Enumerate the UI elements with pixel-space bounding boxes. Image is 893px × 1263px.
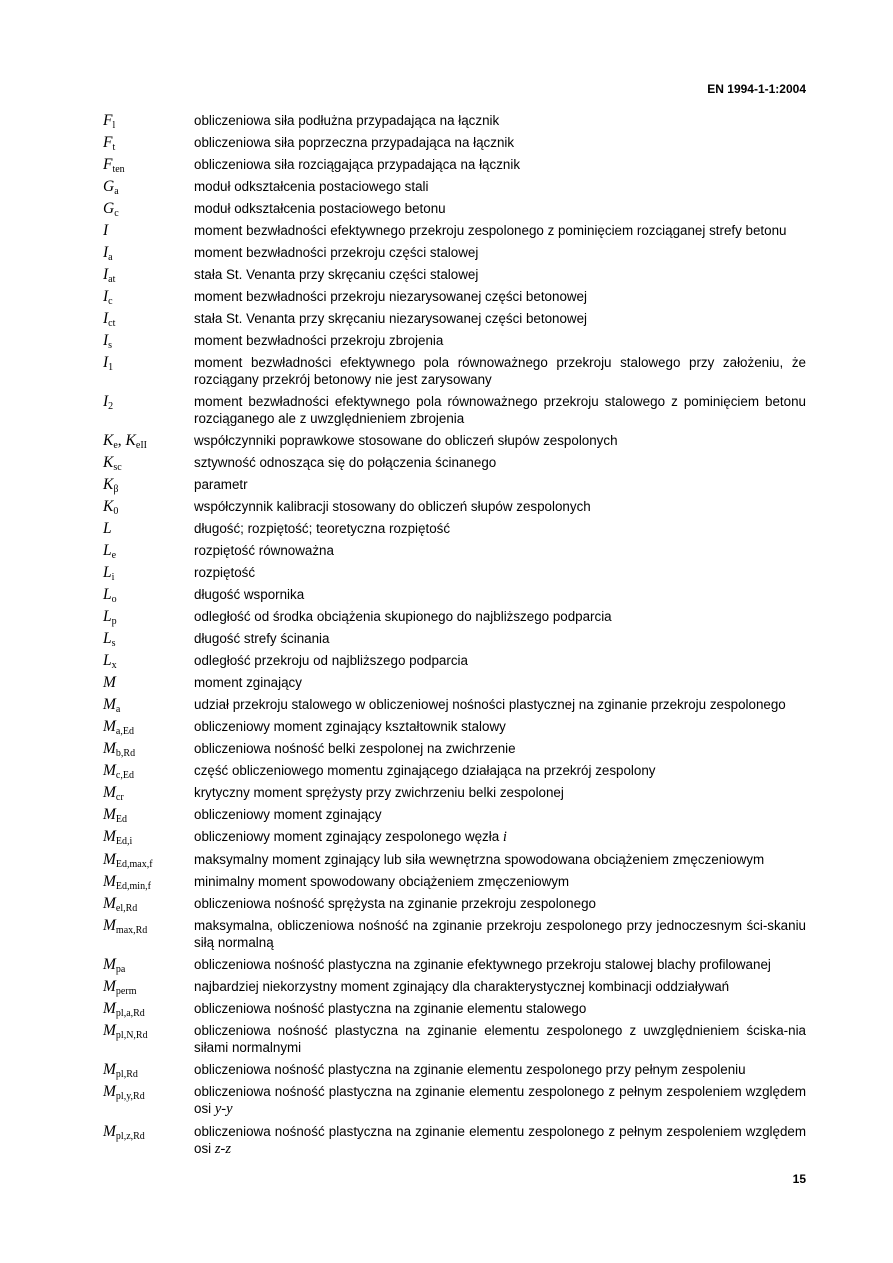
- symbol: [103, 200, 194, 217]
- symbol-subscript: p: [111, 616, 117, 627]
- symbol: [103, 310, 194, 327]
- symbol-row: [103, 1000, 806, 1017]
- symbol-description: [194, 1123, 806, 1158]
- symbol-subscript: perm: [115, 986, 137, 997]
- symbol-subscript: eII: [135, 440, 147, 451]
- symbol-row: [103, 806, 806, 823]
- symbol-description: [194, 652, 806, 669]
- symbol-row: [103, 112, 806, 129]
- symbol-subscript: s: [111, 638, 116, 649]
- symbol: [103, 828, 194, 845]
- symbol-subscript: a,Ed: [115, 726, 134, 737]
- description-math: i: [502, 829, 507, 845]
- symbol-base: G: [103, 200, 115, 217]
- symbol-base: I: [103, 266, 109, 283]
- symbol: [103, 851, 194, 868]
- symbol-subscript: pl,a,Rd: [115, 1008, 145, 1019]
- description-text: moment bezwładności przekroju zbrojenia: [194, 333, 444, 348]
- symbol-base: M: [103, 740, 116, 757]
- symbol-subscript: c,Ed: [115, 770, 134, 781]
- symbol-base: K: [103, 476, 114, 493]
- symbol-description: [194, 112, 806, 129]
- symbol-description: [194, 310, 806, 327]
- symbol: [103, 806, 194, 823]
- symbol-subscript: pl,z,Rd: [115, 1131, 145, 1142]
- description-text: moment zginający: [194, 675, 302, 690]
- symbol-description: [194, 332, 806, 349]
- symbol: [103, 652, 194, 669]
- description-text: długość strefy ścinania: [194, 631, 330, 646]
- description-text: obliczeniowa siła podłużna przypadająca na łącznik: [194, 113, 500, 128]
- symbol-row: [103, 1083, 806, 1118]
- symbol-base: M: [103, 674, 116, 691]
- symbol-row: [103, 696, 806, 713]
- description-text: obliczeniowy moment zginający: [194, 807, 382, 822]
- symbol-base: M: [103, 956, 116, 973]
- symbol-base: I: [103, 288, 109, 305]
- symbol-description: [194, 740, 806, 757]
- symbol-row: [103, 674, 806, 691]
- page-number: 15: [792, 1172, 806, 1186]
- symbol-base: F: [103, 134, 113, 151]
- symbol-base: L: [103, 564, 112, 581]
- symbol-base: I: [103, 222, 109, 239]
- symbol: [103, 674, 194, 691]
- symbol: [103, 740, 194, 757]
- symbol-row: [103, 873, 806, 890]
- symbol: [103, 1000, 194, 1017]
- symbol-subscript: e: [113, 440, 118, 451]
- description-text: odległość od środka obciążenia skupionego do najbliższego podparcia: [194, 609, 612, 624]
- symbol-description: [194, 917, 806, 951]
- symbol-base: K: [103, 454, 114, 471]
- symbol-description: [194, 608, 806, 625]
- symbol-row: [103, 851, 806, 868]
- symbol: [103, 718, 194, 735]
- description-text: stała St. Venanta przy skręcaniu niezarysowanej części betonowej: [194, 311, 588, 326]
- symbol-base: M: [103, 873, 116, 890]
- symbol-row: [103, 432, 806, 449]
- symbol-description: [194, 718, 806, 735]
- description-text: obliczeniowa nośność belki zespolonej na zwichrzenie: [194, 741, 516, 756]
- symbol-row: [103, 630, 806, 647]
- symbol-base: I: [103, 310, 109, 327]
- symbol: [103, 332, 194, 349]
- symbol-row: [103, 354, 806, 388]
- symbols-list: [103, 112, 806, 1163]
- symbol-row: [103, 718, 806, 735]
- symbol-base: M: [103, 1022, 116, 1039]
- description-text: długość; rozpiętość; teoretyczna rozpiętość: [194, 521, 451, 536]
- symbol: [103, 784, 194, 801]
- symbol-base: F: [103, 112, 113, 129]
- symbol-row: [103, 178, 806, 195]
- symbol-subscript: Ed,min,f: [115, 881, 151, 892]
- symbol-row: [103, 917, 806, 951]
- symbol: [103, 476, 194, 493]
- symbol-subscript: pl,y,Rd: [115, 1091, 145, 1102]
- symbol-description: [194, 564, 806, 581]
- symbol-subscript: a: [115, 704, 121, 715]
- symbol-subscript: i: [111, 572, 115, 583]
- symbol-base: I: [103, 332, 109, 349]
- symbol-description: [194, 1083, 806, 1118]
- description-text: najbardziej niekorzystny moment zginający dla charakterystycznej kombinacji oddziaływań: [194, 979, 730, 994]
- symbol-base: M: [103, 696, 116, 713]
- symbol-row: [103, 498, 806, 515]
- symbol-row: [103, 244, 806, 261]
- symbol-subscript: Ed: [115, 814, 128, 825]
- description-text: moduł odkształcenia postaciowego betonu: [194, 201, 446, 216]
- symbol-subscript: b,Rd: [115, 748, 136, 759]
- description-text: część obliczeniowego momentu zginającego działająca na przekrój zespolony: [194, 763, 656, 778]
- symbol-description: [194, 288, 806, 305]
- symbol-subscript: Ed,i: [115, 836, 133, 847]
- symbol-row: [103, 895, 806, 912]
- symbol-row: [103, 828, 806, 846]
- symbol-subscript: l: [112, 120, 116, 131]
- symbol: [103, 393, 194, 410]
- symbol-subscript: pl,N,Rd: [115, 1030, 148, 1041]
- symbol-description: [194, 851, 806, 868]
- symbol-subscript: 0: [113, 506, 119, 517]
- symbol: [103, 112, 194, 129]
- symbol: [103, 895, 194, 912]
- symbol-base: M: [103, 978, 116, 995]
- description-text: współczynniki poprawkowe stosowane do obliczeń słupów zespolonych: [194, 433, 618, 448]
- symbol: [103, 696, 194, 713]
- symbol-subscript: s: [108, 340, 113, 351]
- symbol: $K_e$, $K_{eII}$: [103, 432, 147, 451]
- description-text: moment bezwładności przekroju części stalowej: [194, 245, 479, 260]
- symbol: [103, 630, 194, 647]
- symbol: [103, 608, 194, 625]
- symbol: [103, 498, 194, 515]
- symbol-subscript: x: [111, 660, 117, 671]
- symbol-description: [194, 630, 806, 647]
- symbol-subscript: ct: [108, 318, 116, 329]
- symbol-subscript: el,Rd: [115, 903, 138, 914]
- description-math: y-y: [214, 1101, 233, 1117]
- symbol: [103, 762, 194, 779]
- symbol-row: [103, 956, 806, 973]
- symbol: [103, 917, 194, 934]
- symbol-base: I: [103, 393, 109, 410]
- symbol-description: [194, 134, 806, 151]
- symbol-subscript: 2: [108, 401, 114, 412]
- description-text: maksymalna, obliczeniowa nośność na zginanie przekroju zespolonego przy jednoczesnym ści-skaniu siłą normalną: [194, 918, 806, 950]
- symbol-row: [103, 978, 806, 995]
- symbol-description: [194, 956, 806, 973]
- symbol: [103, 178, 194, 195]
- symbol-description: [194, 828, 806, 846]
- symbol-base: I: [103, 354, 109, 371]
- symbol-description: [194, 1000, 806, 1017]
- description-text: moment bezwładności przekroju niezarysowanej części betonowej: [194, 289, 587, 304]
- description-text: krytyczny moment sprężysty przy zwichrzeniu belki zespolonej: [194, 785, 564, 800]
- symbol-row: [103, 288, 806, 305]
- description-text: sztywność odnosząca się do połączenia ścinanego: [194, 455, 497, 470]
- symbol-row: [103, 156, 806, 173]
- symbol-subscript: c: [114, 208, 119, 219]
- symbol-base: M: [103, 762, 116, 779]
- symbol-base: L: [103, 608, 112, 625]
- symbol-description: [194, 498, 806, 515]
- symbol-description: [194, 895, 806, 912]
- symbol-base: L: [103, 542, 112, 559]
- symbol-base: L: [103, 630, 112, 647]
- symbol-description: [194, 476, 806, 493]
- symbol: [103, 1061, 194, 1078]
- symbol-description: [194, 520, 806, 537]
- symbol-row: [103, 1022, 806, 1056]
- symbol: [103, 586, 194, 603]
- symbol: [103, 564, 194, 581]
- description-text: stała St. Venanta przy skręcaniu części stalowej: [194, 267, 479, 282]
- symbol-description: [194, 156, 806, 173]
- symbol: [103, 222, 194, 239]
- symbol-base: K: [103, 432, 114, 449]
- symbol-subscript: e: [111, 550, 117, 561]
- symbol-subscript: a: [108, 252, 113, 263]
- symbol: [103, 454, 194, 471]
- symbol-row: [103, 784, 806, 801]
- symbol-subscript: sc: [113, 462, 122, 473]
- description-text: moment bezwładności efektywnego przekroju zespolonego z pominięciem rozciąganej strefy betonu: [194, 223, 787, 238]
- description-text: obliczeniowa nośność plastyczna na zginanie efektywnego przekroju stalowej blachy profilowanej: [194, 957, 771, 972]
- symbol-description: [194, 454, 806, 471]
- symbol: [103, 1083, 194, 1100]
- symbol-subscript: t: [112, 142, 116, 153]
- symbol: [103, 288, 194, 305]
- symbol: [103, 520, 194, 537]
- symbol-row: [103, 454, 806, 471]
- symbol-description: [194, 1061, 806, 1078]
- symbol: [103, 134, 194, 151]
- symbol-base: M: [103, 828, 116, 845]
- document-id-header: EN 1994-1-1:2004: [707, 82, 806, 96]
- symbol-description: [194, 762, 806, 779]
- description-text: parametr: [194, 477, 248, 492]
- symbol-description: [194, 432, 806, 449]
- description-text: współczynnik kalibracji stosowany do obliczeń słupów zespolonych: [194, 499, 591, 514]
- symbol-row: [103, 608, 806, 625]
- symbol-base: M: [103, 1083, 116, 1100]
- symbol-description: [194, 873, 806, 890]
- description-text: obliczeniowa nośność plastyczna na zginanie elementu stalowego: [194, 1001, 587, 1016]
- symbol-description: [194, 266, 806, 283]
- symbol-row: [103, 542, 806, 559]
- description-text: moduł odkształcenia postaciowego stali: [194, 179, 429, 194]
- symbol-base: K: [125, 432, 136, 449]
- symbol-row: [103, 332, 806, 349]
- symbol-description: [194, 222, 806, 239]
- symbol: [103, 1022, 194, 1039]
- symbol-base: M: [103, 851, 116, 868]
- symbol-description: [194, 978, 806, 995]
- symbol: [103, 978, 194, 995]
- symbol-base: L: [103, 520, 112, 537]
- symbol-description: [194, 806, 806, 823]
- symbol-description: [194, 586, 806, 603]
- symbol-subscript: 1: [108, 362, 114, 373]
- symbol-subscript: pa: [115, 964, 126, 975]
- symbol-description: [194, 178, 806, 195]
- symbol: [103, 354, 194, 371]
- symbol-base: F: [103, 156, 113, 173]
- symbol-description: [194, 200, 806, 217]
- symbol-row: [103, 266, 806, 283]
- symbol: [103, 956, 194, 973]
- description-text: obliczeniowy moment zginający kształtownik stalowy: [194, 719, 506, 734]
- symbol-row: [103, 652, 806, 669]
- description-text: obliczeniowa nośność plastyczna na zginanie elementu zespolonego z pełnym zespoleniem względem osi: [194, 1124, 806, 1156]
- symbol-row: [103, 762, 806, 779]
- symbol-row: [103, 1061, 806, 1078]
- symbol-row: [103, 520, 806, 537]
- description-text: obliczeniowa siła poprzeczna przypadająca na łącznik: [194, 135, 515, 150]
- symbol-row: [103, 564, 806, 581]
- symbol-subscript: Ed,max,f: [115, 859, 153, 870]
- symbol-row: [103, 1123, 806, 1158]
- symbol-row: [103, 134, 806, 151]
- symbol-row: [103, 200, 806, 217]
- description-text: długość wspornika: [194, 587, 305, 602]
- symbol-row: [103, 222, 806, 239]
- symbol-description: [194, 354, 806, 388]
- symbol-base: K: [103, 498, 114, 515]
- symbol-subscript: cr: [115, 792, 124, 803]
- symbol-base: M: [103, 895, 116, 912]
- symbol: [103, 542, 194, 559]
- symbol-description: [194, 393, 806, 427]
- description-text: obliczeniowa siła rozciągająca przypadająca na łącznik: [194, 157, 521, 172]
- description-text: obliczeniowa nośność plastyczna na zginanie elementu zespolonego z uwzględnieniem ściska-nia siłami normalnymi: [194, 1023, 806, 1055]
- symbol: [103, 156, 194, 173]
- description-math: z-z: [214, 1141, 231, 1157]
- symbol-base: M: [103, 784, 116, 801]
- description-text: maksymalny moment zginający lub siła wewnętrzna spowodowana obciążeniem zmęczeniowym: [194, 852, 765, 867]
- symbol-description: [194, 542, 806, 559]
- symbol-subscript: a: [114, 186, 119, 197]
- description-text: obliczeniowy moment zginający zespolonego węzła: [194, 829, 503, 844]
- symbol-base: M: [103, 1000, 116, 1017]
- description-text: rozpiętość: [194, 565, 256, 580]
- symbol: [103, 1123, 194, 1140]
- symbol-description: [194, 696, 806, 713]
- symbol-description: [194, 784, 806, 801]
- description-text: obliczeniowa nośność sprężysta na zginanie przekroju zespolonego: [194, 896, 596, 911]
- description-text: udział przekroju stalowego w obliczeniowej nośności plastycznej na zginanie przekroju zespolonego: [194, 697, 786, 712]
- symbol-row: [103, 310, 806, 327]
- description-text: minimalny moment spowodowany obciążeniem zmęczeniowym: [194, 874, 570, 889]
- symbol-base: M: [103, 718, 116, 735]
- symbol: [103, 873, 194, 890]
- symbol-subscript: β: [113, 484, 119, 495]
- symbol-description: [194, 244, 806, 261]
- symbol-base: M: [103, 1123, 116, 1140]
- symbol-base: G: [103, 178, 115, 195]
- symbol-base: L: [103, 652, 112, 669]
- symbol-base: I: [103, 244, 109, 261]
- description-text: moment bezwładności efektywnego pola równoważnego przekroju stalowego z pominięciem betonu rozciąganego ale z uwzględnieniem zbrojenia: [194, 394, 806, 426]
- symbol: [103, 266, 194, 283]
- description-text: obliczeniowa nośność plastyczna na zginanie elementu zespolonego przy pełnym zespoleniu: [194, 1062, 746, 1077]
- symbol-base: M: [103, 917, 116, 934]
- symbol-base: M: [103, 806, 116, 823]
- symbol-description: [194, 1022, 806, 1056]
- symbol-base: M: [103, 1061, 116, 1078]
- description-text: obliczeniowa nośność plastyczna na zginanie elementu zespolonego z pełnym zespoleniem względem osi: [194, 1084, 806, 1116]
- symbol-subscript: ten: [112, 164, 125, 175]
- symbol-subscript: pl,Rd: [115, 1069, 138, 1080]
- description-text: rozpiętość równoważna: [194, 543, 334, 558]
- symbol-row: [103, 393, 806, 427]
- symbol-subscript: max,Rd: [115, 925, 148, 936]
- symbol-description: [194, 674, 806, 691]
- symbol-row: [103, 740, 806, 757]
- symbol-base: L: [103, 586, 112, 603]
- symbol-row: [103, 586, 806, 603]
- symbol-subscript: at: [108, 274, 116, 285]
- description-text: moment bezwładności efektywnego pola równoważnego przekroju stalowego przy założeniu, że rozciągany przekrój betonowy nie jest zarysowany: [194, 355, 806, 387]
- symbol-subscript: c: [108, 296, 113, 307]
- symbol-row: [103, 476, 806, 493]
- symbol-subscript: o: [111, 594, 117, 605]
- symbol: [103, 244, 194, 261]
- description-text: odległość przekroju od najbliższego podparcia: [194, 653, 468, 668]
